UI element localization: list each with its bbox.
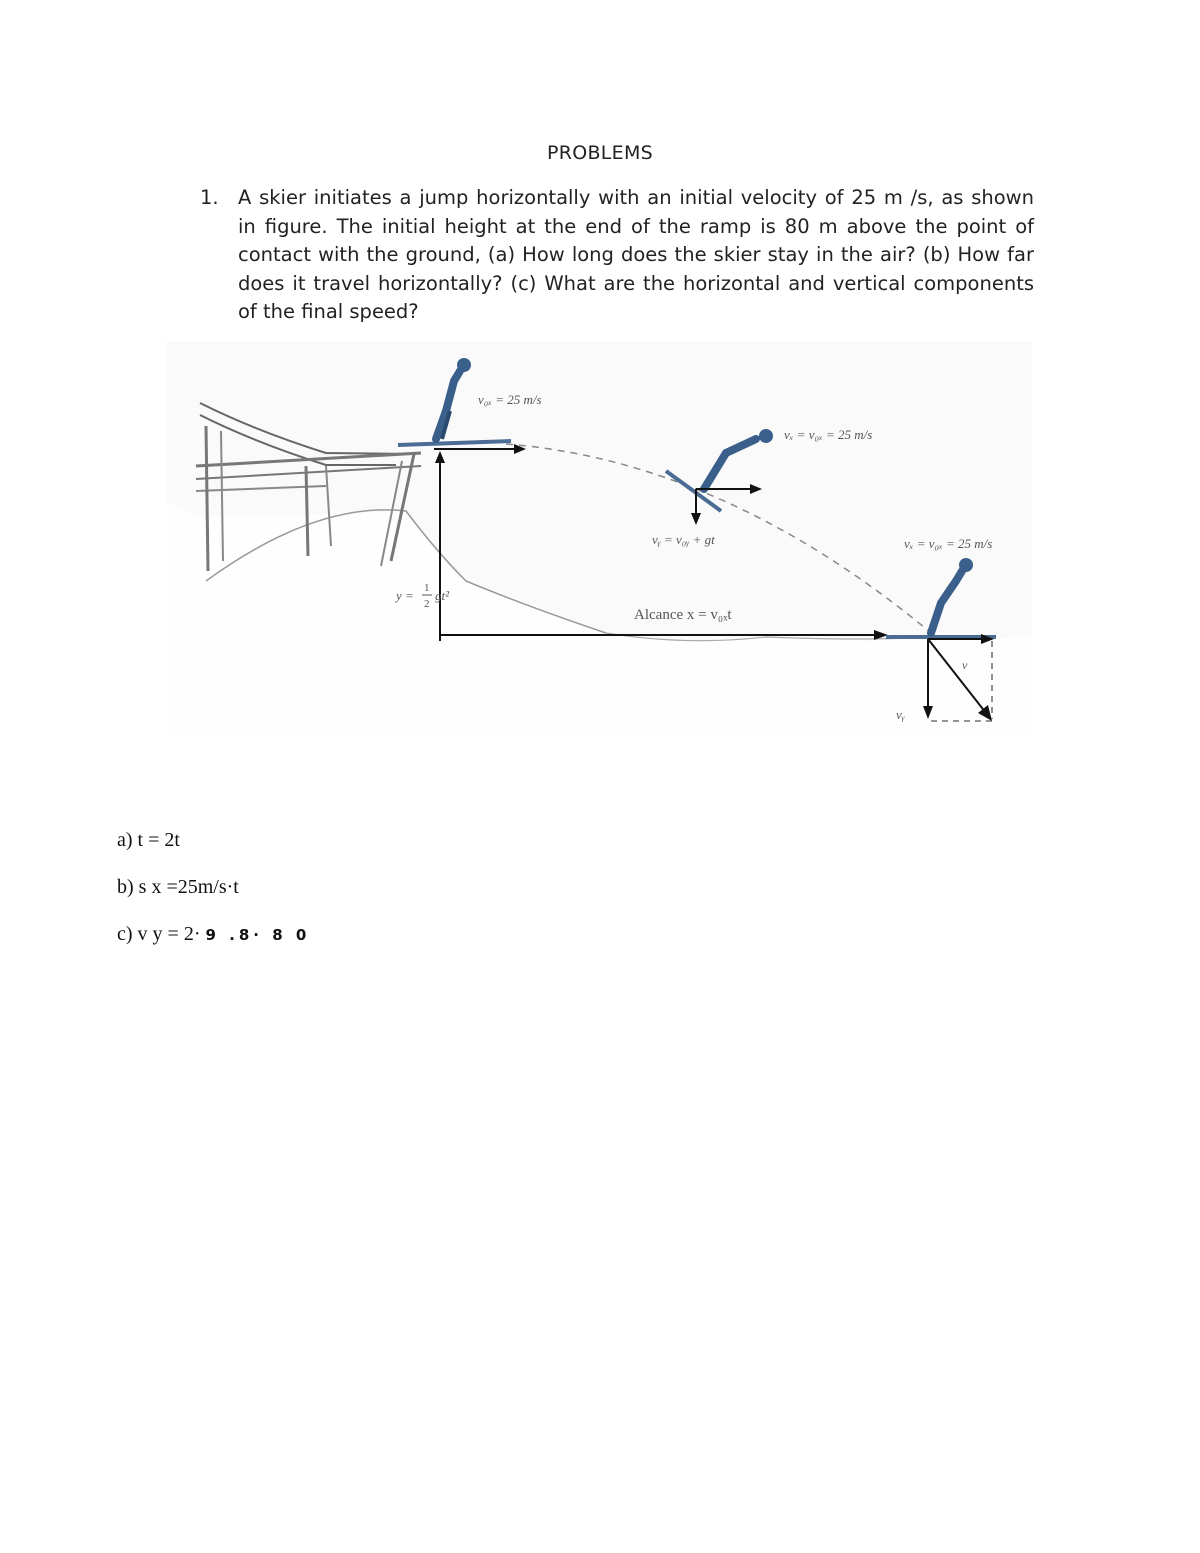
answers: [117, 826, 310, 967]
label-y-rhs: gt²: [435, 588, 450, 603]
ramp-post-1: [206, 426, 208, 571]
problem-text: A skier initiates a jump horizontally with an initial velocity of 25 m /s, as shown in figure. The initial height at the end of the ramp is 80 m above the point of contact with the ground, (a) How long does the skier stay in the air? (b) How far does it travel horizontally? (c) What are the horizontal and vertical components of the final speed?: [238, 186, 1034, 323]
ramp-rail-2: [196, 466, 421, 479]
answer-text: t = 2t: [137, 829, 180, 851]
problem-number: 1.: [200, 186, 219, 209]
answer-prefix: c): [117, 923, 138, 945]
answer-text: v y = 2·: [137, 923, 206, 945]
answer-prefix: b): [117, 876, 139, 898]
label-v0x: v₀ₓ = 25 m/s: [478, 392, 542, 407]
ramp-top: [200, 403, 416, 454]
label-vx-end: vₓ = v₀ₓ = 25 m/s: [904, 536, 993, 551]
snow-slope: [166, 501, 1032, 737]
answer-digits: 9 .8· 8 0: [205, 926, 311, 944]
label-vx-mid: vₓ = v₀ₓ = 25 m/s: [784, 427, 873, 442]
answer-b: [117, 873, 310, 920]
problem-1: [200, 184, 1034, 327]
answer-c: [117, 920, 310, 967]
label-y-num: 1: [424, 582, 430, 594]
skier-end: [886, 558, 996, 637]
label-y-lhs: y =: [396, 588, 414, 603]
label-y-den: 2: [424, 598, 430, 610]
label-range: Alcance x = v₀ₓt: [634, 607, 732, 623]
ski-jump-figure: [166, 341, 1032, 737]
answer-prefix: a): [117, 829, 138, 851]
page-title: PROBLEMS: [546, 142, 654, 164]
answer-text: s x =25m/s·t: [138, 876, 239, 898]
ski-jump-diagram: [166, 341, 1032, 737]
label-vy-end: vᵧ: [896, 707, 905, 722]
label-vy-mid: vᵧ = v₀ᵧ + gt: [652, 532, 715, 547]
answer-a: [117, 826, 310, 873]
label-v: v: [962, 658, 968, 672]
ramp-post-3: [306, 466, 308, 556]
